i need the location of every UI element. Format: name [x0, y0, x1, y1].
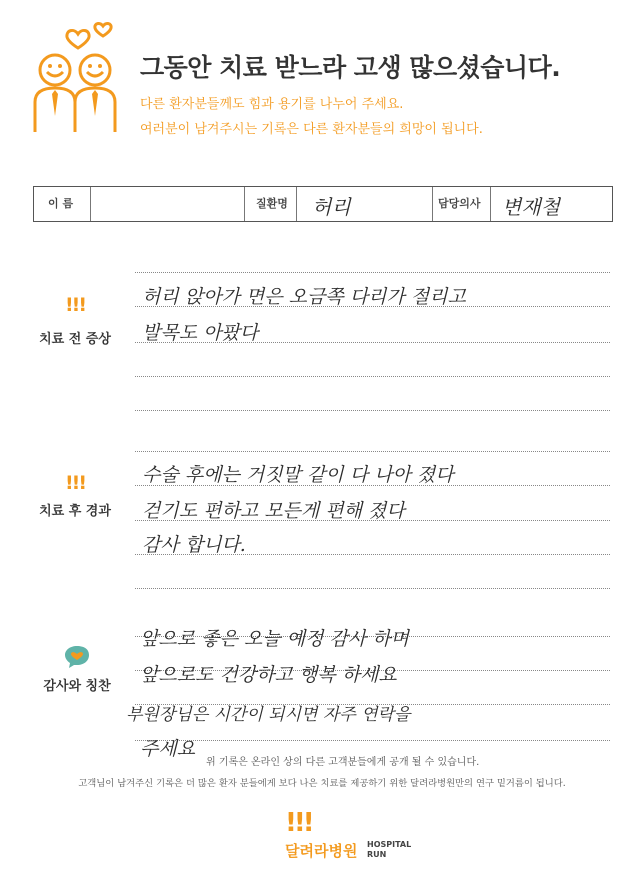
section-label-before: 치료 전 증상: [39, 332, 111, 347]
hospital-logo: [285, 808, 425, 868]
heart-chat-icon: [64, 645, 90, 669]
disease-value: 허리: [312, 195, 351, 219]
thanks-line-1: 앞으로 좋은 오늘 예정 감사 하며: [140, 628, 409, 650]
exclamation-icon: !!!: [65, 472, 85, 494]
name-label: 이 름: [48, 197, 74, 210]
before-line-1: 허리 앉아가 면은 오금쪽 다리가 절리고: [142, 286, 466, 308]
footer-note-2: 고객님이 남겨주신 기록은 더 많은 환자 분들에게 보다 나은 치료를 제공하기 위한 달려라병원만의 연구 밑거름이 됩니다.: [78, 778, 566, 789]
subtitle-1: 다른 환자분들께도 힘과 용기를 나누어 주세요.: [140, 97, 404, 112]
disease-label: 질환명: [256, 197, 288, 210]
doctor-label: 담당의사: [438, 197, 481, 210]
before-line-2: 발목도 아팠다: [142, 322, 259, 344]
doctor-value: 변재철: [502, 195, 560, 219]
logo-marks: !!!: [285, 808, 312, 838]
after-line-2: 걷기도 편하고 모든게 편해 졌다: [142, 500, 405, 522]
footer-note-1: 위 기록은 온라인 상의 다른 고객분들에게 공개 될 수 있습니다.: [206, 757, 480, 768]
patient-info-box: [33, 186, 613, 222]
section-label-thanks: 감사와 칭찬: [43, 679, 111, 694]
thanks-line-3: 부원장님은 시간이 되시면 자주 연락을: [126, 705, 411, 725]
section-label-after: 치료 후 경과: [39, 504, 111, 519]
thanks-line-4: 주세요: [140, 738, 196, 760]
after-line-1: 수술 후에는 거짓말 같이 다 나아 졌다: [142, 464, 454, 486]
logo-text-en-2: RUN: [367, 850, 387, 859]
two-smiling-people-with-hearts-icon: [33, 20, 133, 132]
exclamation-icon: !!!: [65, 294, 85, 316]
logo-text-ko: 달려라병원: [285, 842, 358, 860]
after-line-3: 감사 합니다.: [142, 534, 246, 556]
subtitle-2: 여러분이 남겨주시는 기록은 다른 환자분들의 희망이 됩니다.: [140, 122, 483, 137]
page-title: 그동안 치료 받느라 고생 많으셨습니다.: [140, 53, 561, 82]
thanks-line-2: 앞으로도 건강하고 행복 하세요: [140, 664, 397, 686]
logo-text-en-1: HOSPITAL: [367, 840, 412, 849]
